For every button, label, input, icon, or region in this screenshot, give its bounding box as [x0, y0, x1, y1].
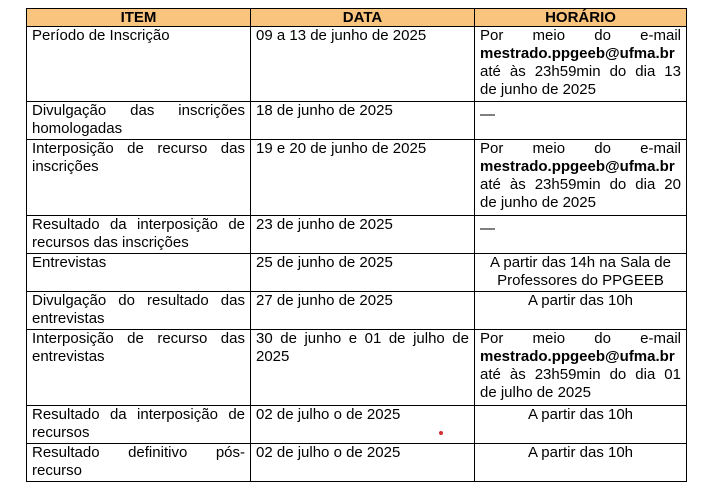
dash-text: —: [480, 106, 495, 123]
email-text: mestrado.ppgeeb@ufma.br: [480, 158, 675, 175]
row-data: 30 de junho e 01 de julho de 2025: [251, 330, 475, 406]
table-row: [27, 140, 687, 216]
row-horario: A partir das 14h na Sala de Professores do PPGEEB: [475, 254, 687, 292]
horario-line: de junho de 2025: [480, 194, 596, 211]
row-item: Resultado da interposição de recursos das inscrições: [27, 216, 251, 254]
row-data: 25 de junho de 2025: [251, 254, 475, 292]
row-item: Divulgação das inscrições homologadas: [27, 102, 251, 140]
table-header-row: [27, 9, 687, 27]
row-horario: A partir das 10h: [475, 444, 687, 482]
row-data: 09 a 13 de junho de 2025: [251, 27, 475, 102]
row-data: 02 de julho o de 2025: [251, 444, 475, 482]
row-horario: [475, 27, 687, 102]
row-horario: A partir das 10h: [475, 292, 687, 330]
row-item: Divulgação do resultado das entrevistas: [27, 292, 251, 330]
row-item: Resultado definitivo pós-recurso: [27, 444, 251, 482]
header-data: DATA: [251, 9, 475, 27]
row-item: Período de Inscrição: [27, 27, 251, 102]
row-horario: [475, 140, 687, 216]
table-row: [27, 330, 687, 406]
table-row: [27, 292, 687, 330]
horario-line: Por meio do e-mail: [480, 330, 681, 347]
schedule-table: [26, 8, 687, 482]
row-horario: A partir das 10h: [475, 406, 687, 444]
header-horario: HORÁRIO: [475, 9, 687, 27]
email-text: mestrado.ppgeeb@ufma.br: [480, 45, 675, 62]
red-dot-mark: [439, 431, 443, 435]
horario-line: até às 23h59min do dia 20: [480, 176, 681, 193]
horario-line: Por meio do e-mail: [480, 140, 681, 157]
row-item: Entrevistas: [27, 254, 251, 292]
header-item: ITEM: [27, 9, 251, 27]
horario-line: de junho de 2025: [480, 81, 596, 98]
row-item: Resultado da interposição de recursos: [27, 406, 251, 444]
row-data: 23 de junho de 2025: [251, 216, 475, 254]
row-data: 18 de junho de 2025: [251, 102, 475, 140]
table-row: [27, 216, 687, 254]
row-data: 02 de julho o de 2025: [251, 406, 475, 444]
horario-line: Por meio do e-mail: [480, 27, 681, 44]
row-horario: [475, 330, 687, 406]
table-row: [27, 406, 687, 444]
row-item: Interposição de recurso das inscrições: [27, 140, 251, 216]
horario-line: até às 23h59min do dia 13: [480, 63, 681, 80]
dash-text: —: [480, 220, 495, 237]
table-row: [27, 444, 687, 482]
horario-line: até às 23h59min do dia 01: [480, 366, 681, 383]
row-data: 19 e 20 de junho de 2025: [251, 140, 475, 216]
email-text: mestrado.ppgeeb@ufma.br: [480, 348, 675, 365]
table-row: [27, 254, 687, 292]
row-data: 27 de junho de 2025: [251, 292, 475, 330]
table-row: [27, 102, 687, 140]
horario-line: de julho de 2025: [480, 384, 591, 401]
row-horario: [475, 216, 687, 254]
row-horario: [475, 102, 687, 140]
row-item: Interposição de recurso das entrevistas: [27, 330, 251, 406]
table-row: [27, 27, 687, 102]
